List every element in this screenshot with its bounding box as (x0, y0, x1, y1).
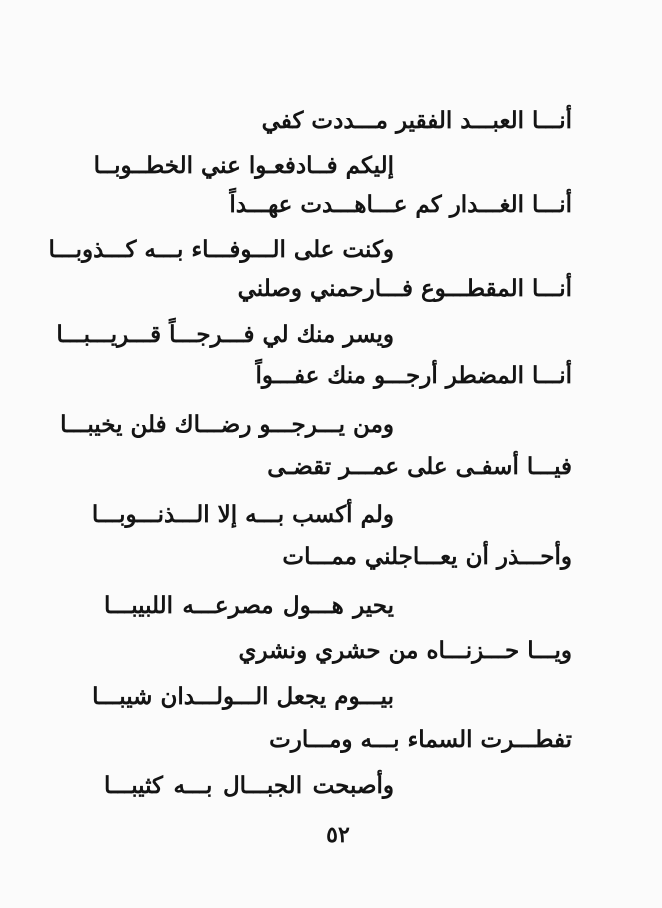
verse-2-second-hemistich: وكنت على الـــوفـــاء بـــه كـــذوبـــا (48, 236, 394, 263)
verse-7-first-hemistich: ويـــا حـــزنـــاه من حشري ونشري (238, 637, 572, 664)
verse-6-second-hemistich: يحير هـــول مصرعـــه اللبيبـــا (104, 592, 394, 619)
verse-6-first-hemistich: وأحـــذر أن يعـــاجلني ممـــات (282, 543, 572, 570)
verse-8-first-hemistich: تفطـــرت السماء بـــه ومـــارت (269, 726, 572, 753)
verse-3-second-hemistich: ويسر منك لي فـــرجـــاً قـــريـــبـــا (56, 321, 394, 348)
verse-4-second-hemistich: ومن يـــرجـــو رضـــاك فلن يخيبـــا (60, 411, 394, 438)
verse-3-first-hemistich: أنـــا المقطـــوع فـــارحمني وصلني (237, 275, 572, 302)
verse-8-second-hemistich: وأصبحت الجبـــال بـــه كثيبـــا (104, 772, 394, 799)
verse-1-second-hemistich: إليكم فــادفعـوا عني الخطــوبــا (93, 152, 394, 179)
verse-5-first-hemistich: فيـــا أسفـى على عمـــر تقضـى (267, 453, 572, 480)
verse-2-first-hemistich: أنـــا الغـــدار كم عـــاهـــدت عهـــداً (229, 191, 572, 218)
verse-4-first-hemistich: أنـــا المضطر أرجـــو منك عفـــواً (255, 362, 572, 389)
verse-5-second-hemistich: ولم أكسب بـــه إلا الـــذنـــوبـــا (91, 501, 394, 528)
verse-7-second-hemistich: بيـــوم يجعل الـــولـــدان شيبـــا (92, 683, 394, 710)
page-number: ٥٢ (326, 822, 350, 848)
verse-1-first-hemistich: أنـــا العبـــد الفقير مـــددت كفي (261, 107, 572, 134)
